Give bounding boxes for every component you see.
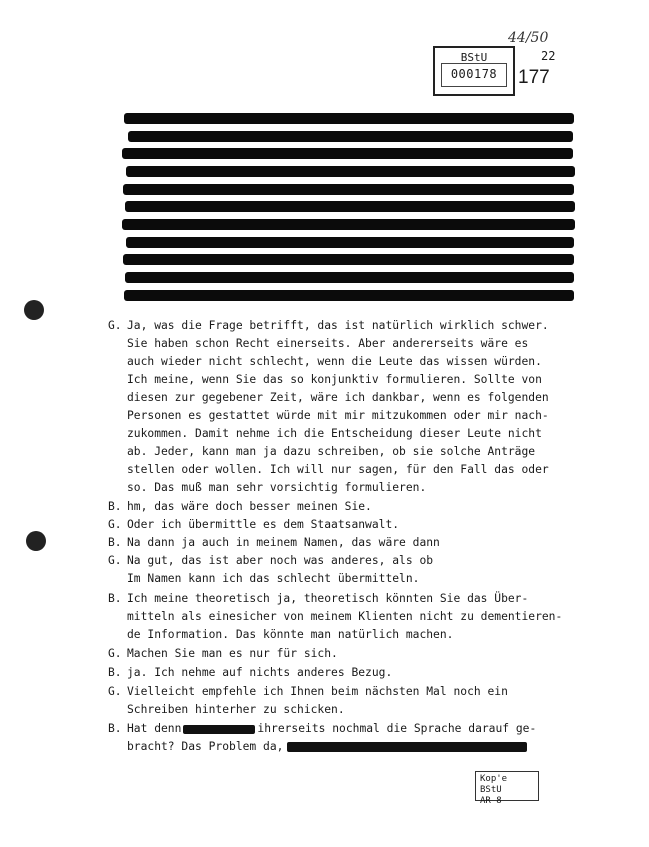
transcript-line: zukommen. Damit nehme ich die Entscheidung dieser Leute nicht [127, 427, 542, 440]
transcript-line: diesen zur gegebener Zeit, wäre ich dankbar, wenn es folgenden [127, 391, 549, 404]
redaction-bar [124, 113, 574, 124]
redaction-bar [123, 254, 574, 265]
transcript-line: Schreiben hinterher zu schicken. [127, 703, 345, 716]
transcript-line: B. hm, das wäre doch besser meinen Sie. [108, 500, 372, 513]
transcript-line: Im Namen kann ich das schlecht übermitteln. [127, 572, 420, 585]
copy-stamp-line2: AR 8 [480, 796, 502, 806]
punch-hole [26, 531, 46, 551]
archive-stamp [433, 46, 515, 96]
redaction-bar [124, 290, 574, 301]
transcript-line: so. Das muß man sehr vorsichtig formulieren. [127, 481, 427, 494]
transcript-line: Personen es gestattet würde mit mir mitzukommen oder mir nach- [127, 409, 549, 422]
transcript-line: de Information. Das könnte man natürlich machen. [127, 628, 454, 641]
redaction-bar [125, 201, 575, 212]
transcript-line: G. Ja, was die Frage betrifft, das ist natürlich wirklich schwer. [108, 319, 549, 332]
page-number-large: 177 [518, 67, 550, 88]
redaction-bar [123, 184, 574, 195]
punch-hole [24, 300, 44, 320]
stamp-number: 000178 [450, 67, 498, 81]
transcript-line: mitteln als einesicher von meinem Klienten nicht zu dementieren- [127, 610, 563, 623]
redaction-bar [125, 272, 574, 283]
inline-redaction [287, 742, 527, 752]
redaction-bar [122, 148, 573, 159]
inline-redaction [183, 725, 255, 734]
transcript-line: ab. Jeder, kann man ja dazu schreiben, ob sie solche Anträge [127, 445, 536, 458]
transcript-line: bracht? Das Problem da, [108, 739, 527, 755]
handwritten-annotation: 44/50 [508, 30, 549, 46]
transcript-line: G. Na gut, das ist aber noch was anderes, als ob [108, 554, 434, 567]
transcript-line: B. Hat denn ihrerseits nochmal die Sprache darauf ge- [108, 722, 537, 735]
redaction-bar [126, 166, 575, 177]
transcript-line: Sie haben schon Recht einerseits. Aber andererseits wäre es [127, 337, 529, 350]
transcript-line: B. Ich meine theoretisch ja, theoretisch könnten Sie das Über- [108, 592, 529, 605]
transcript-line: G. Oder ich übermittle es dem Staatsanwalt. [108, 518, 400, 531]
page-number-small: 22 [541, 49, 556, 63]
transcript-line: B. ja. Ich nehme auf nichts anderes Bezug. [108, 666, 393, 679]
stamp-label: BStU [460, 51, 488, 64]
transcript-line: G. Machen Sie man es nur für sich. [108, 647, 338, 660]
copy-stamp-line1: Kop'e BStU [480, 774, 508, 795]
transcript-line: Ich meine, wenn Sie das so konjunktiv formulieren. Sollte von [127, 373, 542, 386]
transcript-line: auch wieder nicht schlecht, wenn die Leute das wissen würden. [127, 355, 542, 368]
redaction-bar [126, 237, 574, 248]
transcript-line: G. Vielleicht empfehle ich Ihnen beim nächsten Mal noch ein [108, 685, 508, 698]
transcript-line: stellen oder wollen. Ich will nur sagen, für den Fall das oder [127, 463, 549, 476]
redaction-bar [128, 131, 573, 142]
redaction-bar [122, 219, 575, 230]
copy-stamp [475, 771, 539, 806]
transcript-line: B. Na dann ja auch in meinem Namen, das wäre dann [108, 536, 440, 549]
